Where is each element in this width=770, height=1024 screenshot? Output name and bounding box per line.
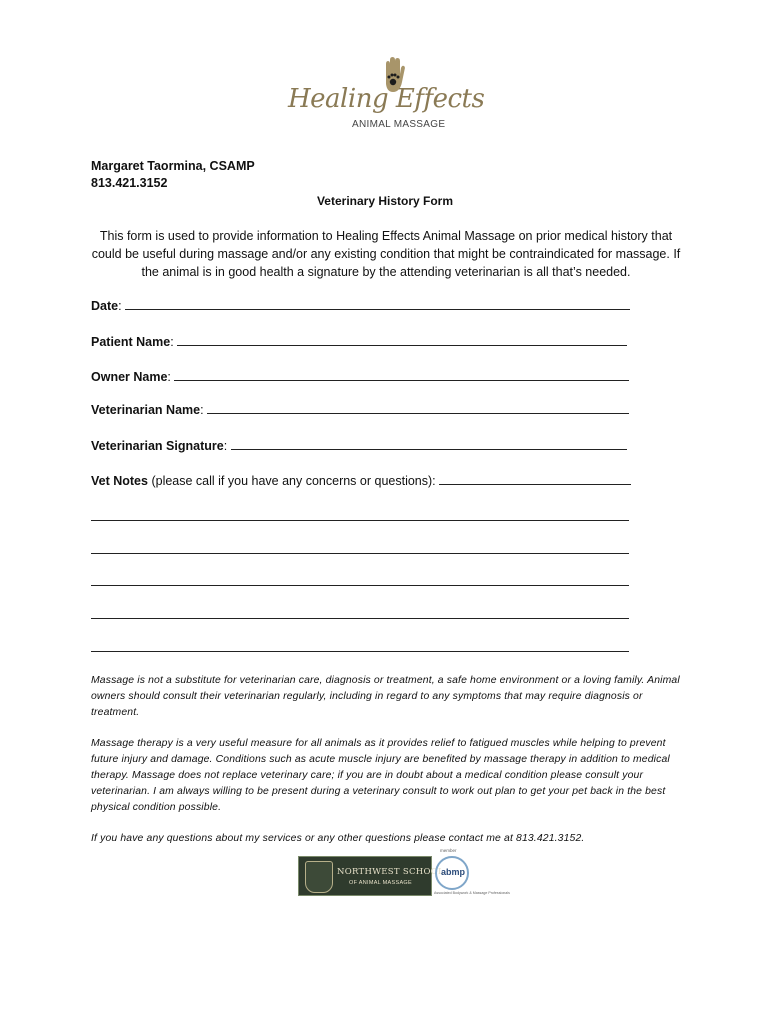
logo-subtitle: ANIMAL MASSAGE: [352, 119, 446, 130]
vet-name-line[interactable]: [207, 401, 629, 414]
shield-icon: [305, 861, 333, 893]
vet-notes-blank-line[interactable]: [91, 553, 629, 554]
vet-notes-hint: (please call if you have any concerns or questions):: [151, 474, 436, 488]
logo-brand-text: Healing Effects: [288, 84, 485, 114]
abmp-logo: [434, 848, 510, 898]
form-title: Veterinary History Form: [316, 194, 454, 208]
vet-notes-line[interactable]: [439, 472, 631, 485]
date-line[interactable]: [125, 297, 630, 310]
date-field[interactable]: Date:: [91, 297, 630, 313]
contact-paragraph: If you have any questions about my services or any other questions please contact me at 813.421.3152.: [91, 833, 585, 844]
vet-signature-label: Veterinarian Signature: [91, 439, 224, 453]
patient-name-label: Patient Name: [91, 335, 171, 349]
abmp-member-text: member: [440, 848, 457, 853]
vet-notes-blank-line[interactable]: [91, 520, 629, 521]
vet-notes-blank-line[interactable]: [91, 585, 629, 586]
therapy-paragraph: Massage therapy is a very useful measure for all animals as it provides relief to fatigued muscles while helping to prevent future injury and damage. Conditions such as acute muscle injury are benefited by massage therapy in addition to medical therapy. Massage does not replace veterinary care; if you are in doubt about a medical condition please consult your veterinarian. I am always willing to be present during a veterinary consult to work out plan to get your pet back in the best physical condition possible.: [91, 738, 670, 813]
intro-paragraph: This form is used to provide information to Healing Effects Animal Massage on prior medical history that could be useful during massage and/or any existing condition that might be contraindicated for massage. If the animal is in good health a signature by the attending veterinarian is all that’s needed.: [91, 229, 681, 279]
vet-notes-field[interactable]: [91, 472, 631, 488]
northwest-school-logo: [298, 856, 444, 896]
vet-signature-line[interactable]: [231, 437, 627, 450]
patient-name-line[interactable]: [177, 333, 627, 346]
date-label: Date: [91, 299, 119, 313]
vet-notes-blank-line[interactable]: [91, 651, 629, 652]
contact-name: Margaret Taormina, CSAMP: [91, 159, 255, 173]
owner-name-line[interactable]: [174, 368, 629, 381]
abmp-text: abmp: [440, 867, 465, 877]
owner-name-field[interactable]: Owner Name:: [91, 368, 629, 384]
abmp-bottom-text: Associated Bodywork & Massage Professionals: [434, 891, 510, 895]
disclaimer-paragraph: Massage is not a substitute for veterinarian care, diagnosis or treatment, a safe home environment or a loving family. Animal owners should consult their veterinarian regularly, including in regard to any symptoms that may require diagnosis or treatment.: [91, 675, 680, 718]
northwest-line2: OF ANIMAL MASSAGE: [349, 880, 412, 886]
vet-name-label: Veterinarian Name: [91, 403, 201, 417]
contact-block: [91, 158, 255, 192]
contact-phone: 813.421.3152: [91, 176, 168, 190]
patient-name-field[interactable]: Patient Name:: [91, 333, 627, 349]
northwest-line1: NORTHWEST SCHOOL: [337, 867, 444, 877]
owner-name-label: Owner Name: [91, 370, 168, 384]
vet-notes-label: Vet Notes: [91, 474, 148, 488]
vet-notes-blank-line[interactable]: [91, 618, 629, 619]
vet-signature-field[interactable]: Veterinarian Signature:: [91, 437, 627, 453]
healing-effects-logo: [288, 56, 484, 136]
vet-name-field[interactable]: Veterinarian Name:: [91, 401, 629, 417]
